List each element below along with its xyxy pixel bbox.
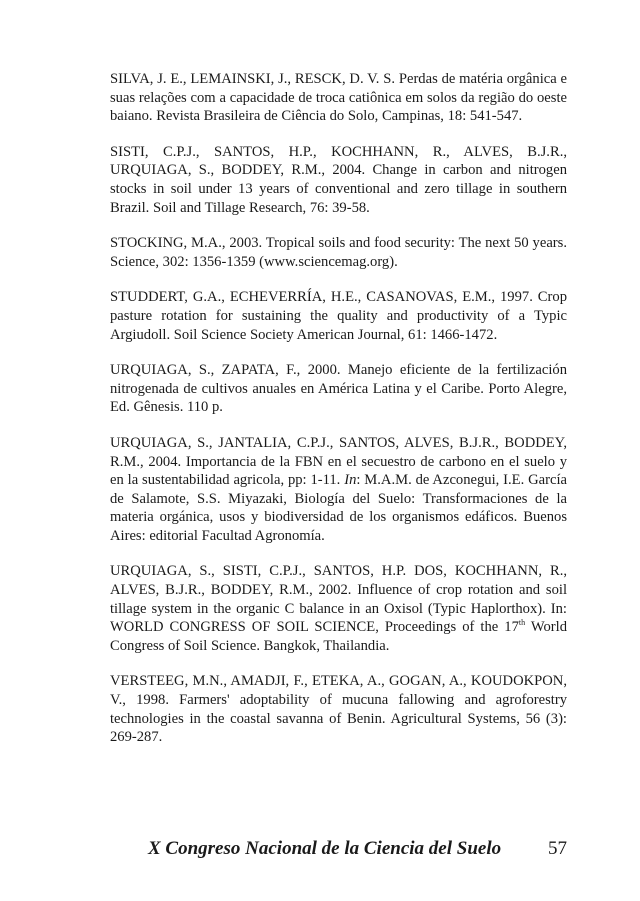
reference-urquiaga-zapata: URQUIAGA, S., ZAPATA, F., 2000. Manejo eficiente de la fertilización nitrogenada de cultivos anuales en América Latina y el Caribe. Porto Alegre, Ed. Gênesis. 110 p. xyxy=(110,362,567,416)
reference-list xyxy=(110,70,567,747)
reference-sisti: SISTI, C.P.J., SANTOS, H.P., KOCHHANN, R., ALVES, B.J.R., URQUIAGA, S., BODDEY, R.M., 2004. Change in carbon and nitrogen stocks in soil under 13 years of conventional and zero tillage in southern Brazil. Soil and Tillage Research, 76: 39-58. xyxy=(110,143,567,216)
reference-text-part: URQUIAGA, S., SISTI, C.P.J., SANTOS, H.P. DOS, KOCHHANN, R., ALVES, B.J.R., BODDEY, R.M., 2002. Influence of crop rotation and soil tillage system in the organic C balance in an Oxisol (Typic Haplorthox). In: WORLD CONGRESS OF SOIL SCIENCE, Proceedings of the 17 xyxy=(110,563,567,636)
reference-italic-in: In xyxy=(344,472,357,489)
reference-urquiaga-jantalia xyxy=(110,434,567,546)
reference-text-part: URQUIAGA, S., JANTALIA, C.P.J., SANTOS, ALVES, B.J.R., BODDEY, R.M., 2004. Importancia de la FBN en el secuestro de carbono en el suelo y en la sustentabilidad agricola, pp: 1-11. xyxy=(110,434,567,489)
reference-urquiaga-sisti xyxy=(110,562,567,655)
page-footer xyxy=(148,837,567,861)
reference-text-part: World Congress of Soil Science. Bangkok, Thailandia. xyxy=(110,619,568,654)
ordinal-superscript: th xyxy=(518,618,526,628)
reference-stocking: STOCKING, M.A., 2003. Tropical soils and food security: The next 50 years. Science, 302: 1356-1359 (www.sciencemag.org). xyxy=(110,235,567,270)
reference-text-part: : M.A.M. de Azconegui, I.E. García de Salamote, S.S. Miyazaki, Biología del Suelo: Transformaciones de la materia orgánica, usos y biodiversidad de los organismos edáficos. Buenos Aires: editorial Facultad Agronomía. xyxy=(110,472,567,544)
reference-studdert: STUDDERT, G.A., ECHEVERRÍA, H.E., CASANOVAS, E.M., 1997. Crop pasture rotation for sustaining the quality and productivity of a Typic Argiudoll. Soil Science Society American Journal, 61: 1466-1472. xyxy=(110,289,567,343)
footer-conference-title: X Congreso Nacional de la Ciencia del Suelo xyxy=(148,837,502,859)
reference-silva: SILVA, J. E., LEMAINSKI, J., RESCK, D. V. S. Perdas de matéria orgânica e suas relações com a capacidade de troca catiônica em solos da região do oeste baiano. Revista Brasileira de Ciência do Solo, Campinas, 18: 541-547. xyxy=(110,71,567,125)
reference-versteeg: VERSTEEG, M.N., AMADJI, F., ETEKA, A., GOGAN, A., KOUDOKPON, V., 1998. Farmers' adoptability of mucuna fallowing and agroforestry technologies in the coastal savanna of Benin. Agricultural Systems, 56 (3): 269-287. xyxy=(110,673,567,746)
page-number: 57 xyxy=(548,837,567,859)
